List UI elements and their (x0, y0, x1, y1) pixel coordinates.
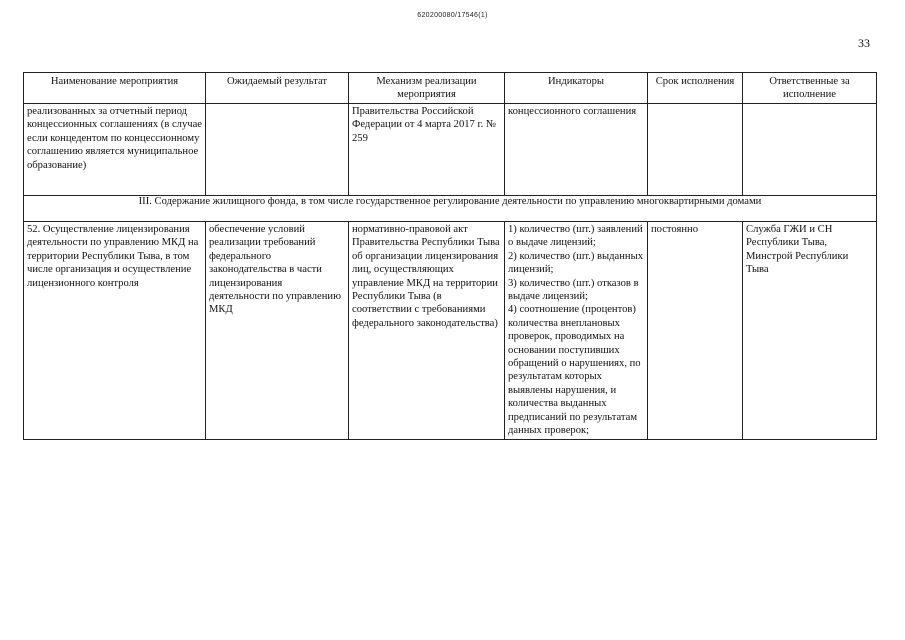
table-header-row (24, 73, 877, 104)
cell-indicators: концессионного соглашения (505, 104, 648, 196)
cell-name: реализованных за отчетный период концессионных соглашениях (в случае если концедентом по концессионному соглашению является муниципальное образование) (24, 104, 206, 196)
document-id: 620200080/17546(1) (417, 12, 488, 19)
col-header-result: Ожидаемый результат (206, 73, 349, 104)
indicator-item: 1) количество (шт.) заявлений о выдаче лицензий; (508, 224, 643, 249)
cell-result (206, 104, 349, 196)
col-header-mechanism: Механизм реализации мероприятия (349, 73, 505, 104)
cell-responsible: Служба ГЖИ и СН Республики Тыва, Минстрой Республики Тыва (743, 222, 877, 440)
indicator-item: 2) количество (шт.) выданных лицензий; (508, 250, 644, 276)
col-header-name: Наименование мероприятия (24, 73, 206, 104)
cell-deadline: постоянно (648, 222, 743, 440)
section-title: III. Содержание жилищного фонда, в том числе государственное регулирование деятельности по управлению многоквартирными домами (24, 196, 877, 222)
cell-indicators (505, 222, 648, 440)
cell-result: обеспечение условий реализации требований федерального законодательства в части лицензирования деятельности по управлению МКД (206, 222, 349, 440)
table-row (24, 104, 877, 196)
table-row (24, 222, 877, 440)
cell-mechanism: Правительства Российской Федерации от 4 марта 2017 г. № 259 (349, 104, 505, 196)
cell-responsible (743, 104, 877, 196)
cell-deadline (648, 104, 743, 196)
col-header-responsible: Ответственные за исполнение (743, 73, 877, 104)
cell-name: 52. Осуществление лицензирования деятельности по управлению МКД на территории Республики Тыва, в том числе организация и осуществление лицензионного контроля (24, 222, 206, 440)
indicator-item: 3) количество (шт.) отказов в выдаче лицензий; (508, 277, 639, 303)
page-number: 33 (858, 36, 870, 50)
col-header-deadline: Срок исполнения (648, 73, 743, 104)
cell-mechanism: нормативно-правовой акт Правительства Республики Тыва об организации лицензирования лиц, осуществляющих управление МКД на территории Республики Тыва (в соответствии с требованиями федерального законодательства) (349, 222, 505, 440)
section-heading-row (24, 196, 877, 222)
col-header-indicators: Индикаторы (505, 73, 648, 104)
measures-table (23, 72, 877, 440)
indicator-item: 4) соотношение (процентов) количества внеплановых проверок, проводимых на основании поступивших обращений о нарушениях, по результатам которых выявлены нарушения, и количества выданных предписаний по результатам данных проверок; (508, 304, 641, 437)
